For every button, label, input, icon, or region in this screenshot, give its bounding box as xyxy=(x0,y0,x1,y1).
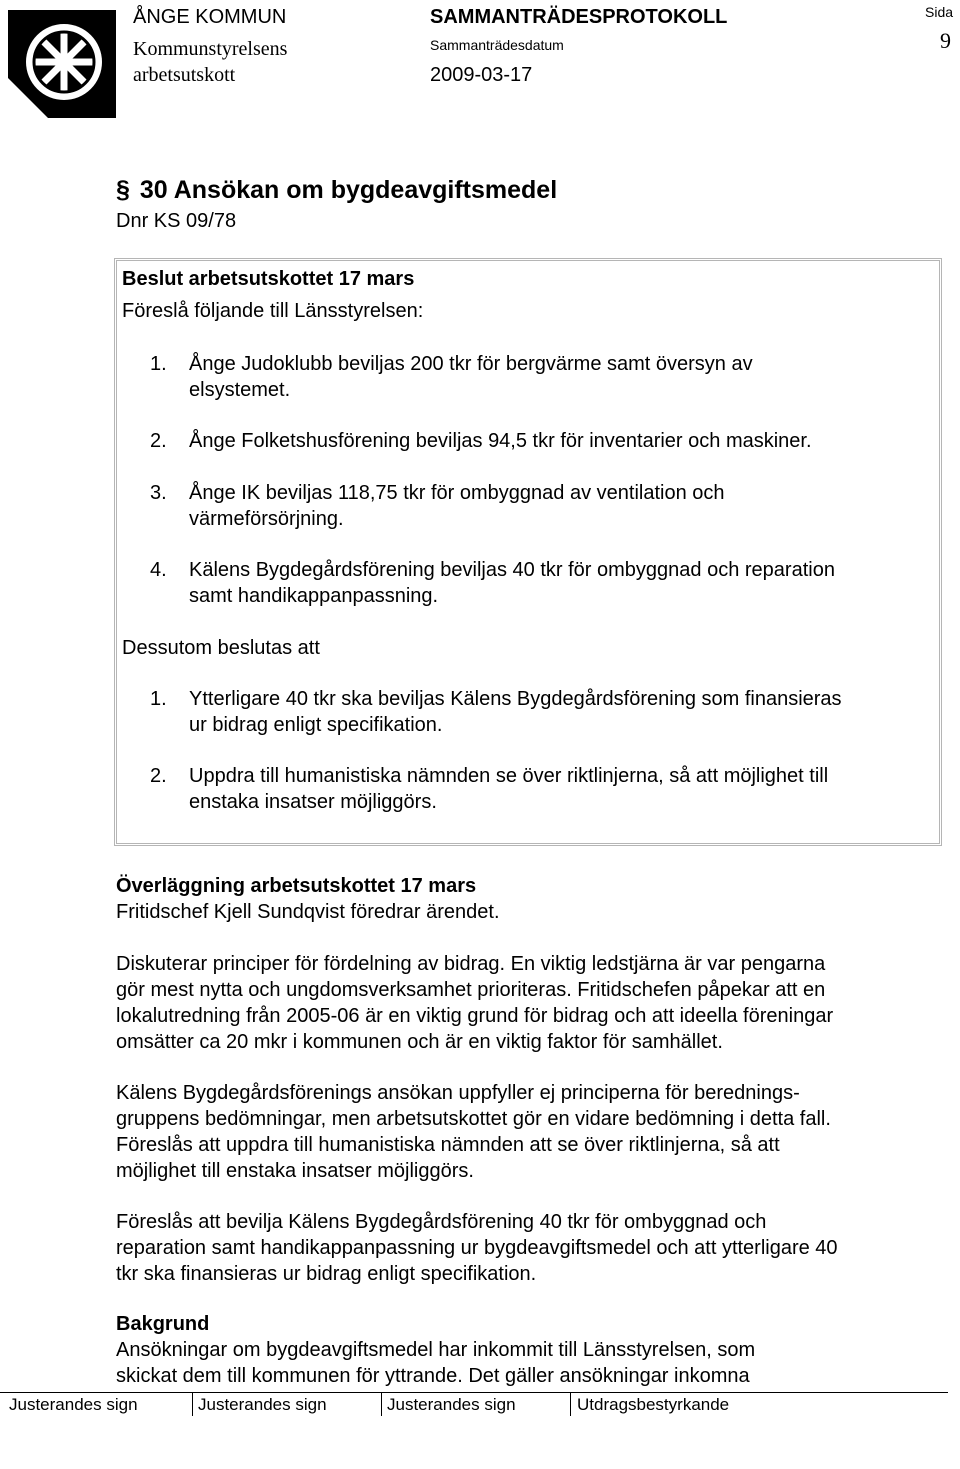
document-type: SAMMANTRÄDESPROTOKOLL xyxy=(430,6,728,28)
section-title-text: 30 Ansökan om bygdeavgiftsmedel xyxy=(139,176,558,204)
decision-item-number: 1. xyxy=(150,353,167,375)
paragraph-line: tkr ska finansieras ur bidrag enligt specifikation. xyxy=(116,1263,537,1285)
decision-item-number: 4. xyxy=(150,559,167,581)
paragraph-line: gör mest nytta och ungdomsverksamhet prioriteras. Fritidschefen påpekar att en xyxy=(116,979,826,1001)
footer-divider xyxy=(192,1392,193,1416)
footer-sign-cell: Justerandes sign xyxy=(198,1395,327,1414)
paragraph-line: reparation samt handikappanpassning ur bygdeavgiftsmedel och att ytterligare 40 xyxy=(116,1237,838,1259)
footer-certify-cell: Utdragsbestyrkande xyxy=(577,1395,730,1414)
also-decided-heading: Dessutom beslutas att xyxy=(122,637,320,659)
decision-box xyxy=(114,258,942,846)
municipality-logo xyxy=(8,10,116,118)
meeting-date: 2009-03-17 xyxy=(430,64,533,86)
also-item-number: 1. xyxy=(150,688,167,710)
footer-divider xyxy=(570,1392,571,1416)
decision-item-number: 3. xyxy=(150,482,167,504)
section-title xyxy=(116,176,557,205)
footer-sign-cell: Justerandes sign xyxy=(9,1395,138,1414)
also-item-line: enstaka insatser möjliggörs. xyxy=(189,791,437,813)
case-number: Dnr KS 09/78 xyxy=(116,210,237,232)
decision-heading: Beslut arbetsutskottet 17 mars xyxy=(122,268,415,290)
paragraph-line: omsätter ca 20 mkr i kommunen och är en viktig faktor för samhället. xyxy=(116,1031,723,1053)
decision-item-line: värmeförsörjning. xyxy=(189,508,344,530)
paragraph-line: Ansökningar om bygdeavgiftsmedel har inkommit till Länsstyrelsen, som xyxy=(116,1339,756,1361)
decision-item-line: samt handikappanpassning. xyxy=(189,585,439,607)
paragraph-line: Föreslås att uppdra till humanistiska nämnden att se över riktlinjerna, så att xyxy=(116,1134,780,1156)
meeting-date-label: Sammanträdesdatum xyxy=(430,37,564,53)
body-name-line2: arbetsutskott xyxy=(133,64,236,86)
section-symbol: § xyxy=(116,176,130,204)
footer-divider xyxy=(381,1392,382,1416)
decision-item-line: Kälens Bygdegårdsförening beviljas 40 tkr för ombyggnad och reparation xyxy=(189,559,835,581)
paragraph-line: skickat dem till kommunen för yttrande. Det gäller ansökningar inkomna xyxy=(116,1365,750,1387)
background-heading: Bakgrund xyxy=(116,1313,210,1335)
footer-sign-cell: Justerandes sign xyxy=(387,1395,516,1414)
paragraph-line: lokalutredning från 2005-06 är en viktig grund för bidrag och att ideella föreningar xyxy=(116,1005,834,1027)
deliberation-heading: Överläggning arbetsutskottet 17 mars xyxy=(116,875,477,897)
also-item-line: ur bidrag enligt specifikation. xyxy=(189,714,443,736)
also-item-line: Uppdra till humanistiska nämnden se över riktlinjerna, så att möjlighet till xyxy=(189,765,829,787)
body-name-line1: Kommunstyrelsens xyxy=(133,38,288,60)
page-label: Sida xyxy=(925,4,954,20)
also-item-line: Ytterligare 40 tkr ska beviljas Kälens Bygdegårdsförening som finansieras xyxy=(189,688,842,710)
page-number: 9 xyxy=(940,28,951,53)
paragraph-line: möjlighet till enstaka insatser möjliggörs. xyxy=(116,1160,474,1182)
paragraph-line: gruppens bedömningar, men arbetsutskottet gör en vidare bedömning i detta fall. xyxy=(116,1108,831,1130)
decision-item-line: Ånge Judoklubb beviljas 200 tkr för bergvärme samt översyn av xyxy=(189,353,753,375)
also-item-number: 2. xyxy=(150,765,167,787)
decision-item-line: Ånge IK beviljas 118,75 tkr för ombyggnad av ventilation och xyxy=(189,482,725,504)
decision-item-line: elsystemet. xyxy=(189,379,291,401)
decision-item-line: Ånge Folketshusförening beviljas 94,5 tkr för inventarier och maskiner. xyxy=(189,430,812,452)
paragraph-line: Diskuterar principer för fördelning av bidrag. En viktig ledstjärna är var pengarna xyxy=(116,953,826,975)
footer-rule xyxy=(0,1392,948,1393)
paragraph-line: Fritidschef Kjell Sundqvist föredrar ärendet. xyxy=(116,901,500,923)
decision-item-number: 2. xyxy=(150,430,167,452)
paragraph-line: Föreslås att bevilja Kälens Bygdegårdsförening 40 tkr för ombyggnad och xyxy=(116,1211,767,1233)
municipality-name: ÅNGE KOMMUN xyxy=(133,6,287,28)
decision-intro: Föreslå följande till Länsstyrelsen: xyxy=(122,300,424,322)
wheel-emblem-icon xyxy=(8,10,116,118)
paragraph-line: Kälens Bygdegårdsförenings ansökan uppfyller ej principerna för berednings- xyxy=(116,1082,800,1104)
